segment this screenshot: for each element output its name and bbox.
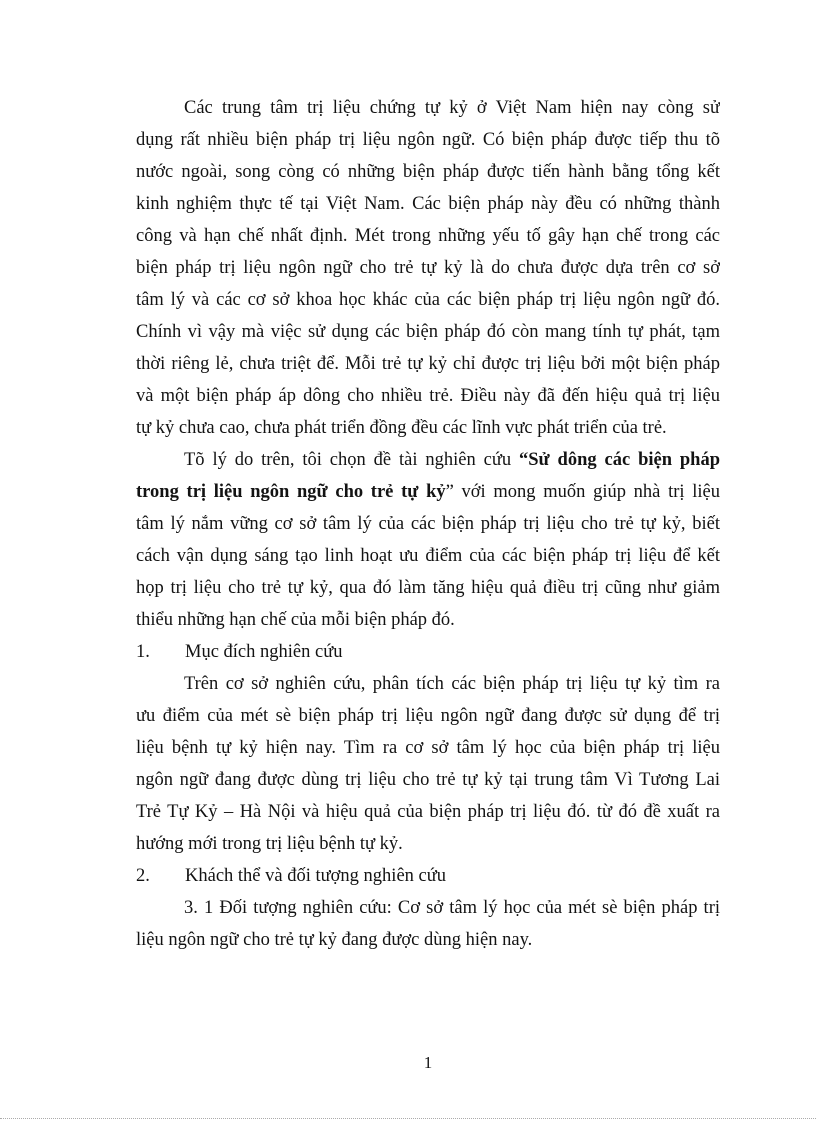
page-number: 1 bbox=[423, 1053, 433, 1072]
paragraph-1 bbox=[136, 92, 720, 444]
text-line: liệu bệnh tự kỷ hiện nay. Tìm ra cơ sở tâm lý học của biện pháp trị liệu bbox=[136, 738, 720, 758]
thesis-title-bold: trong trị liệu ngôn ngữ cho trẻ tự kỷ bbox=[136, 482, 446, 502]
section-number: 2. bbox=[136, 866, 150, 886]
text-segment: Tõ lý do trên, tôi chọn đề tài nghiên cứu bbox=[184, 450, 520, 470]
text-line bbox=[136, 444, 720, 476]
text-line: Chính vì vậy mà việc sử dụng các biện pháp đó còn mang tính tự phát, tạm bbox=[136, 322, 720, 342]
text-line: tự kỷ chưa cao, chưa phát triển đồng đều các lĩnh vực phát triển của trẻ. bbox=[136, 418, 667, 438]
section-heading-label: Khách thể và đối tượng nghiên cứu bbox=[185, 866, 447, 886]
text-line bbox=[136, 476, 720, 508]
text-line: họp trị liệu cho trẻ tự kỷ, qua đó làm tăng hiệu quả điều trị cũng như giảm bbox=[136, 578, 720, 598]
text-line: kinh nghiệm thực tế tại Việt Nam. Các biện pháp này đều có những thành bbox=[136, 194, 720, 214]
text-line: 3. 1 Đối tượng nghiên cứu: Cơ sở tâm lý học của mét sè biện pháp trị bbox=[184, 898, 720, 918]
text-segment: ” với mong muốn giúp nhà trị liệu bbox=[445, 482, 720, 502]
page-bottom-dotted-divider bbox=[0, 1118, 816, 1119]
text-line: thời riêng lẻ, chưa triệt để. Mỗi trẻ tự kỷ chỉ được trị liệu bởi một biện pháp bbox=[136, 354, 720, 374]
section-heading-2 bbox=[136, 860, 720, 892]
text-line: thiểu những hạn chế của mỗi biện pháp đó. bbox=[136, 610, 455, 630]
text-line: biện pháp trị liệu ngôn ngữ cho trẻ tự kỷ là do chưa được dựa trên cơ sở bbox=[136, 258, 720, 278]
text-line: và một biện pháp áp dông cho nhiều trẻ. Điều này đã đến hiệu quả trị liệu bbox=[136, 386, 720, 406]
section-number: 1. bbox=[136, 642, 150, 662]
text-line: ngôn ngữ đang được dùng trị liệu cho trẻ tự kỷ tại trung tâm Vì Tương Lai bbox=[136, 770, 720, 790]
text-line: liệu ngôn ngữ cho trẻ tự kỷ đang được dùng hiện nay. bbox=[136, 930, 533, 950]
text-line: công và hạn chế nhất định. Mét trong những yếu tố gây hạn chế trong các bbox=[136, 226, 720, 246]
text-line: hướng mới trong trị liệu bệnh tự kỷ. bbox=[136, 834, 403, 854]
paragraph-4 bbox=[136, 892, 720, 956]
text-line: Các trung tâm trị liệu chứng tự kỷ ở Việt Nam hiện nay còng sử bbox=[184, 98, 720, 118]
paragraph-2 bbox=[136, 444, 720, 636]
text-line: Trên cơ sở nghiên cứu, phân tích các biện pháp trị liệu tự kỷ tìm ra bbox=[184, 674, 720, 694]
text-line: tâm lý và các cơ sở khoa học khác của các biện pháp trị liệu ngôn ngữ đó. bbox=[136, 290, 720, 310]
text-line: dụng rất nhiều biện pháp trị liệu ngôn ngữ. Có biện pháp được tiếp thu tõ bbox=[136, 130, 720, 150]
text-line: ưu điểm của mét sè biện pháp trị liệu ngôn ngữ đang được sử dụng để trị bbox=[136, 706, 720, 726]
paragraph-3 bbox=[136, 668, 720, 860]
text-line: tâm lý nắm vững cơ sở tâm lý của các biện pháp trị liệu cho trẻ tự kỷ, biết bbox=[136, 514, 720, 534]
section-heading-label: Mục đích nghiên cứu bbox=[185, 642, 343, 662]
thesis-title-bold: “Sử dông các biện pháp bbox=[519, 450, 720, 470]
text-line: nước ngoài, song còng có những biện pháp được tiến hành bằng tổng kết bbox=[136, 162, 720, 182]
document-content bbox=[136, 92, 720, 956]
section-heading-1 bbox=[136, 636, 720, 668]
text-line: Trẻ Tự Kỷ – Hà Nội và hiệu quả của biện pháp trị liệu đó. từ đó đề xuất ra bbox=[136, 802, 720, 822]
text-line: cách vận dụng sáng tạo linh hoạt ưu điểm của các biện pháp trị liệu để kết bbox=[136, 546, 720, 566]
